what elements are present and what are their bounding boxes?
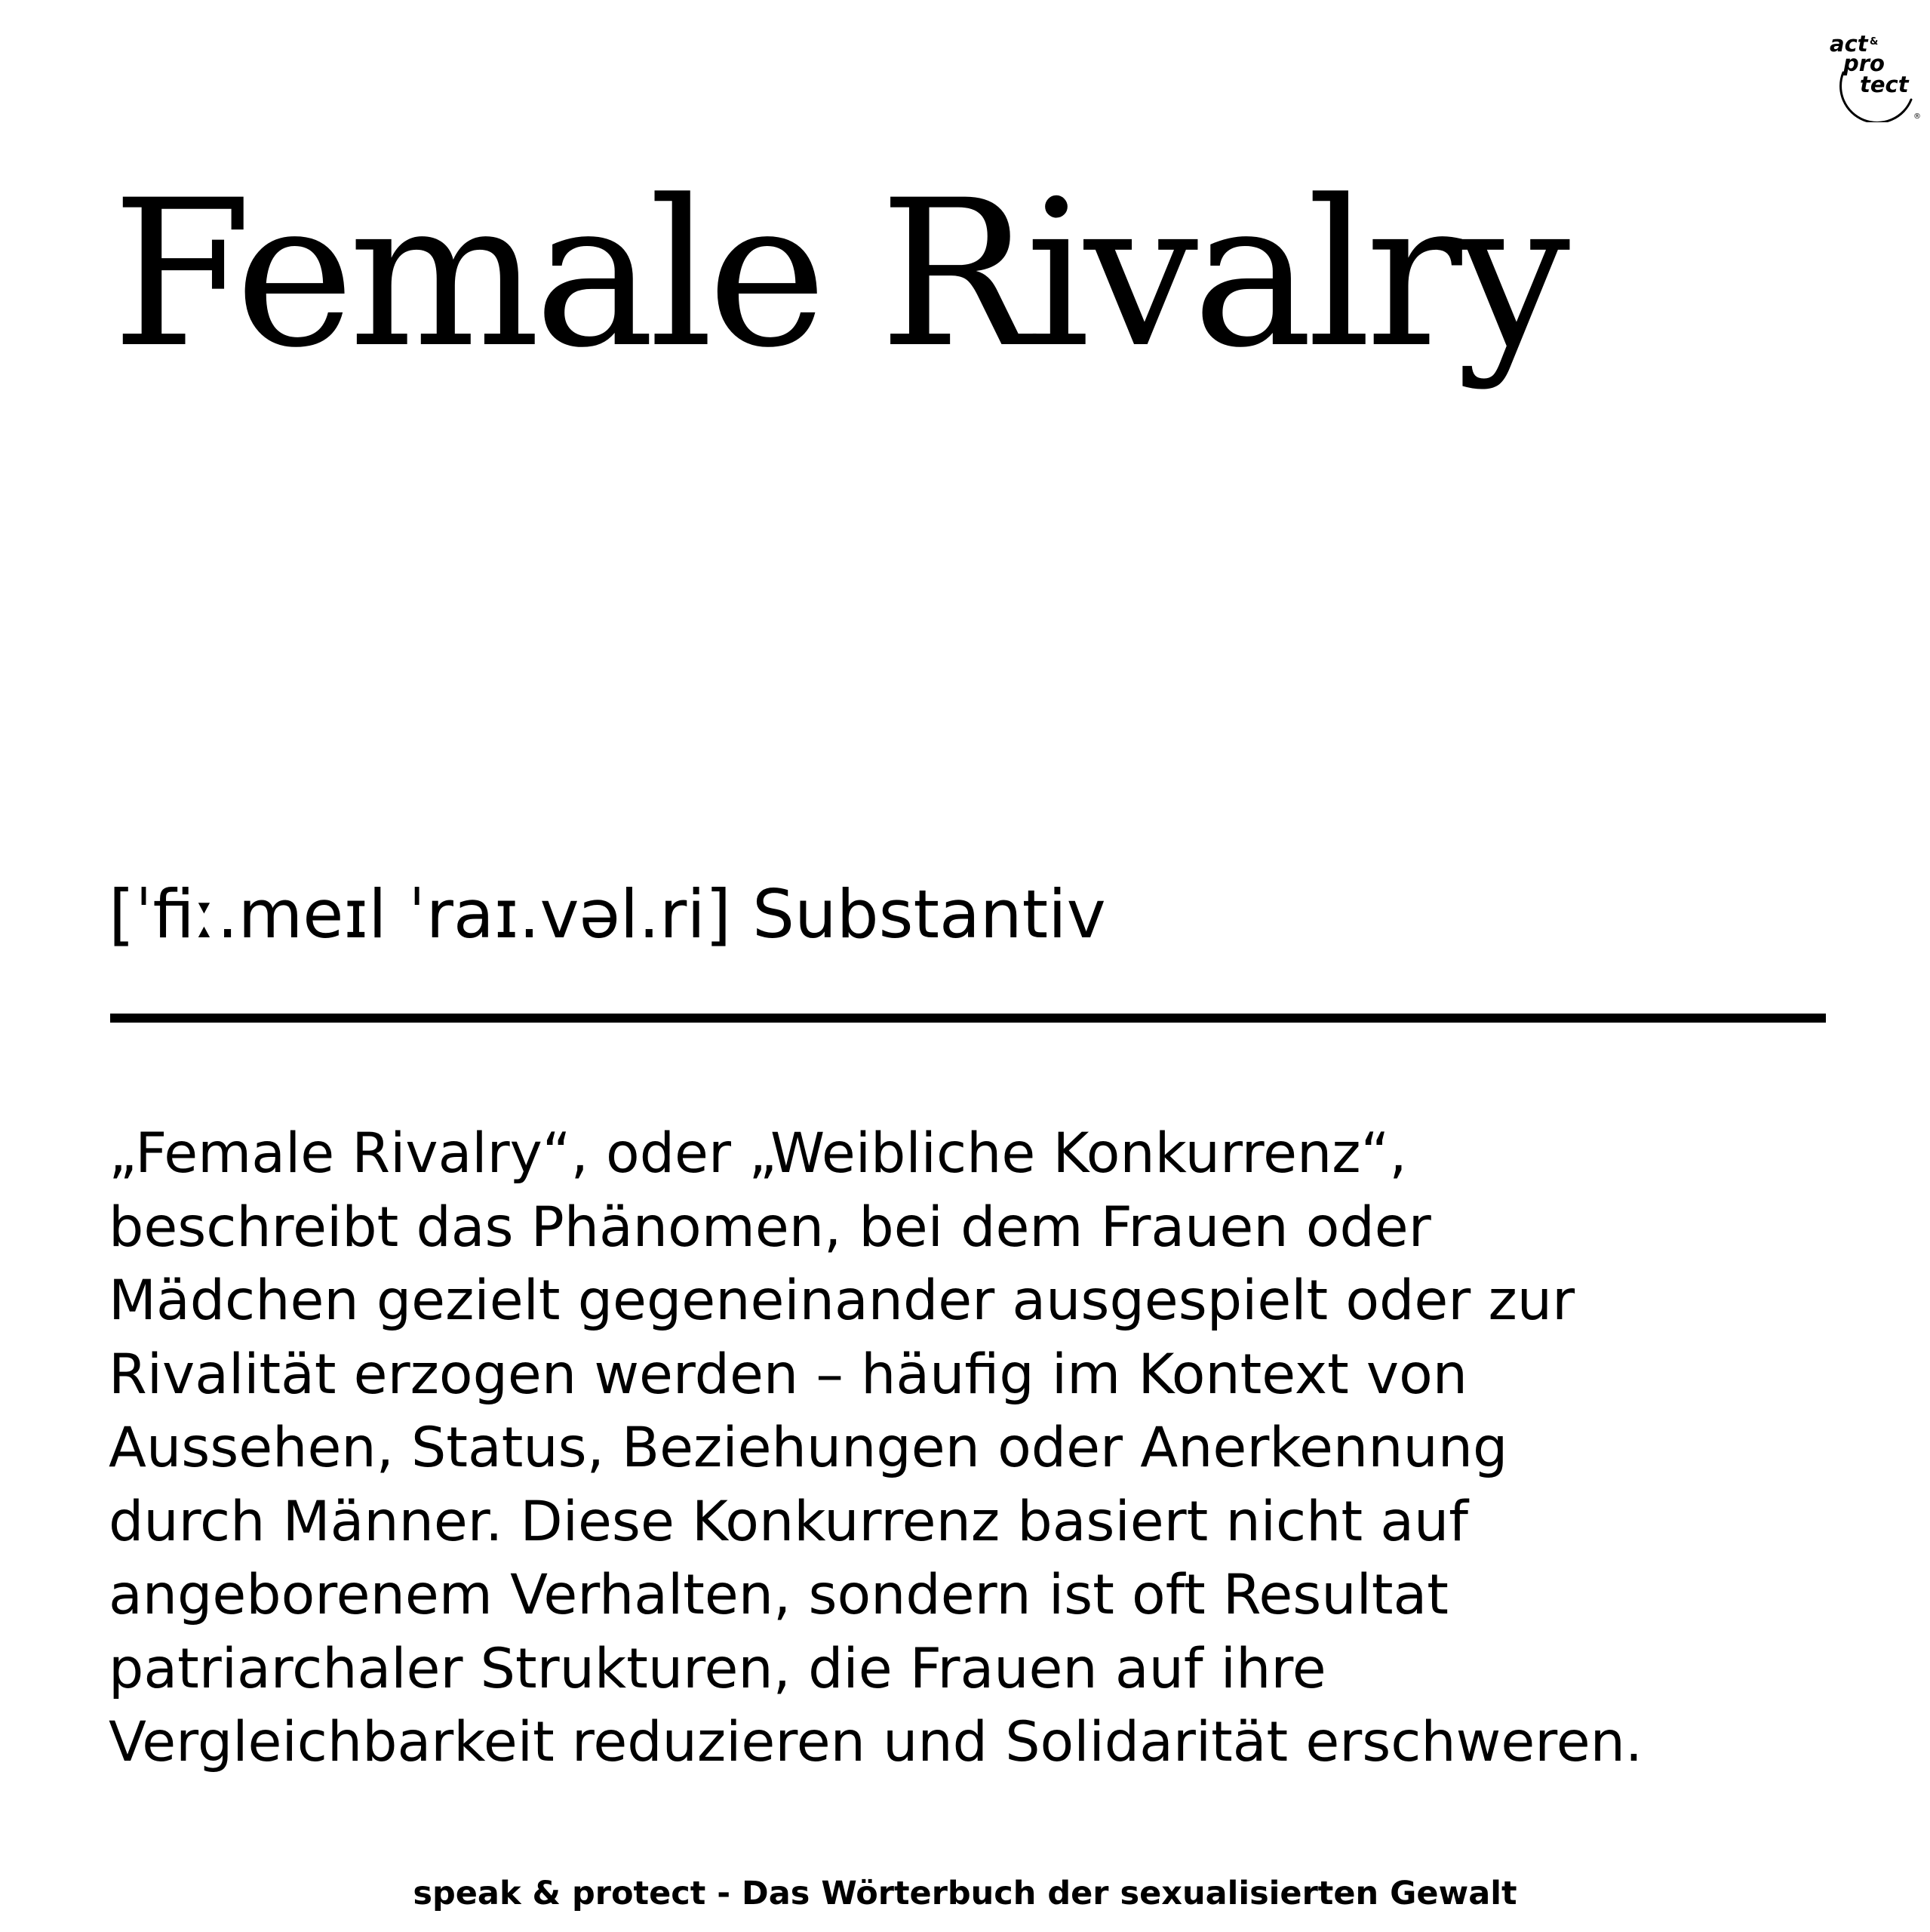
act-and-protect-logo-icon — [1827, 26, 1923, 122]
page-title: Female Rivalry — [112, 157, 1565, 392]
word-class: Substantiv — [752, 875, 1106, 953]
logo-registered-mark: ® — [1913, 112, 1921, 121]
logo-text-act: act — [1830, 31, 1868, 57]
definition-text: „Female Rivalry“, oder „Weibliche Konkurrenz“, beschreibt das Phänomen, bei dem Frauen oder Mädchen gezielt gegeneinander ausgespielt oder zur Rivalität erzogen werden – häufig im Kontext von Aussehen, Status, Beziehungen oder Anerkennung durch Männer. Diese Konkurrenz basiert nicht auf angeborenem Verhalten, sondern ist oft Resultat patriarchaler Strukturen, die Frauen auf ihre Vergleichbarkeit reduzieren und Solidarität erschweren. — [109, 1121, 1643, 1774]
logo-text-pro: pro — [1843, 51, 1885, 76]
logo-text-tect: tect — [1860, 72, 1909, 97]
divider — [110, 1014, 1826, 1023]
logo-ampersand: & — [1870, 36, 1879, 48]
footer-text: speak & protect - Das Wörterbuch der sexualisierten Gewalt — [413, 1875, 1517, 1912]
pronunciation: [ˈfiː.meɪl ˈraɪ.vəl.ri] — [109, 875, 732, 953]
pronunciation-line — [109, 875, 1106, 953]
